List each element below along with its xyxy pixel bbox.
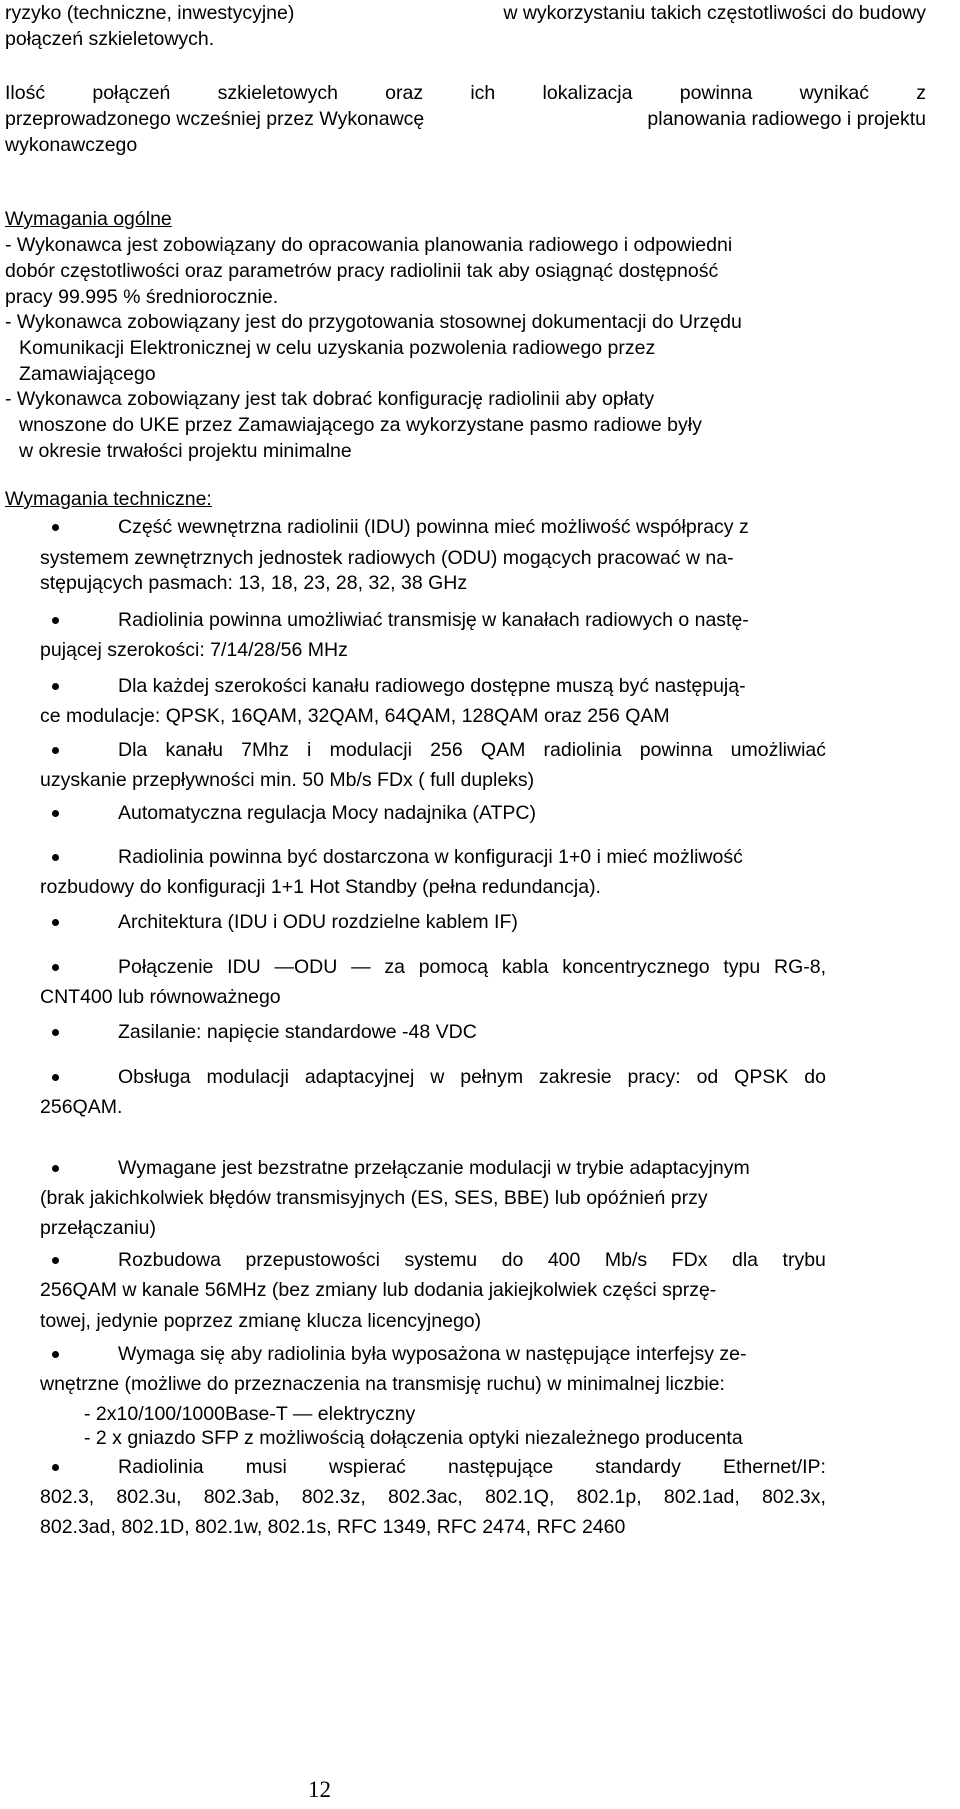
intro-line-2: połączeń szkieletowych. <box>5 28 215 50</box>
tech-item-11-line-3: przełączaniu) <box>40 1217 156 1239</box>
technical-requirements-heading: Wymagania techniczne: <box>5 488 212 510</box>
tech-item-4-line-1: Dla kanału 7Mhz i modulacji 256 QAM radiolinia powinna umożliwiać <box>118 739 826 761</box>
intro-para2-line-1: Ilość połączeń szkieletowych oraz ich lokalizacja powinna wynikać z <box>5 82 926 104</box>
bullet-icon <box>52 1351 59 1358</box>
general-line: Zamawiającego <box>19 363 156 385</box>
general-line: wnoszone do UKE przez Zamawiającego za wykorzystane pasmo radiowe były <box>19 414 702 436</box>
bullet-icon <box>52 854 59 861</box>
tech-item-11-line-2: (brak jakichkolwiek błędów transmisyjnych (ES, SES, BBE) lub opóźnień przy <box>40 1187 708 1209</box>
tech-item-12-line-1: Rozbudowa przepustowości systemu do 400 Mb/s FDx dla trybu <box>118 1249 826 1271</box>
bullet-icon <box>52 964 59 971</box>
tech-item-12-line-2: 256QAM w kanale 56MHz (bez zmiany lub dodania jakiejkolwiek części sprzę- <box>40 1279 717 1301</box>
tech-item-13-sub-2: - 2 x gniazdo SFP z możliwością dołączenia optyki niezależnego producenta <box>84 1427 743 1449</box>
tech-item-13-line-1: Wymaga się aby radiolinia była wyposażona w następujące interfejsy ze- <box>118 1343 747 1365</box>
tech-item-11-line-1: Wymagane jest bezstratne przełączanie modulacji w trybie adaptacyjnym <box>118 1157 750 1179</box>
general-requirements-heading: Wymagania ogólne <box>5 208 172 230</box>
tech-item-8-line-2: CNT400 lub równoważnego <box>40 986 281 1008</box>
tech-item-13-sub-1: - 2x10/100/1000Base-T — elektryczny <box>84 1403 416 1425</box>
tech-item-13-line-2: wnętrzne (możliwe do przeznaczenia na transmisję ruchu) w minimalnej liczbie: <box>40 1373 725 1395</box>
tech-item-1-line-1: Część wewnętrzna radiolinii (IDU) powinna mieć możliwość współpracy z <box>118 516 749 538</box>
bullet-icon <box>52 683 59 690</box>
general-line: - Wykonawca zobowiązany jest do przygotowania stosownej dokumentacji do Urzędu <box>5 311 742 333</box>
intro-para2-line-3: wykonawczego <box>5 134 138 156</box>
tech-item-14-line-2: 802.3, 802.3u, 802.3ab, 802.3z, 802.3ac, 802.1Q, 802.1p, 802.1ad, 802.3x, <box>40 1486 826 1508</box>
tech-item-1-line-3: stępujących pasmach: 13, 18, 23, 28, 32, 38 GHz <box>40 572 468 594</box>
general-line: dobór częstotliwości oraz parametrów pracy radiolinii tak aby osiągnąć dostępność <box>5 260 719 282</box>
tech-item-8-line-1: Połączenie IDU —ODU — za pomocą kabla koncentrycznego typu RG-8, <box>118 956 826 978</box>
tech-item-3-line-1: Dla każdej szerokości kanału radiowego dostępne muszą być następują- <box>118 675 746 697</box>
tech-item-6-line-1: Radiolinia powinna być dostarczona w konfiguracji 1+0 i mieć możliwość <box>118 846 743 868</box>
bullet-icon <box>52 1257 59 1264</box>
bullet-icon <box>52 919 59 926</box>
tech-item-12-line-3: towej, jedynie poprzez zmianę klucza licencyjnego) <box>40 1310 482 1332</box>
bullet-icon <box>52 747 59 754</box>
tech-item-6-line-2: rozbudowy do konfiguracji 1+1 Hot Standby (pełna redundancja). <box>40 876 601 898</box>
tech-item-1-line-2: systemem zewnętrznych jednostek radiowych (ODU) mogących pracować w na- <box>40 547 734 569</box>
intro-para2-line-2: przeprowadzonego wcześniej przez Wykonawcę planowania radiowego i projektu <box>5 108 926 130</box>
bullet-icon <box>52 1074 59 1081</box>
tech-item-2-line-1: Radiolinia powinna umożliwiać transmisję w kanałach radiowych o nastę- <box>118 609 749 631</box>
general-line: w okresie trwałości projektu minimalne <box>19 440 352 462</box>
bullet-icon <box>52 524 59 531</box>
bullet-icon <box>52 1029 59 1036</box>
bullet-icon <box>52 1165 59 1172</box>
tech-item-14-line-3: 802.3ad, 802.1D, 802.1w, 802.1s, RFC 1349, RFC 2474, RFC 2460 <box>40 1516 626 1538</box>
tech-item-10-line-1: Obsługa modulacji adaptacyjnej w pełnym zakresie pracy: od QPSK do <box>118 1066 826 1088</box>
tech-item-5: Automatyczna regulacja Mocy nadajnika (ATPC) <box>118 802 536 824</box>
tech-item-7: Architektura (IDU i ODU rozdzielne kablem IF) <box>118 911 518 933</box>
general-line: pracy 99.995 % średniorocznie. <box>5 286 279 308</box>
bullet-icon <box>52 810 59 817</box>
general-line: - Wykonawca zobowiązany jest tak dobrać konfigurację radiolinii aby opłaty <box>5 388 655 410</box>
general-line: - Wykonawca jest zobowiązany do opracowania planowania radiowego i odpowiedni <box>5 234 733 256</box>
tech-item-14-line-1: Radiolinia musi wspierać następujące standardy Ethernet/IP: <box>118 1456 826 1478</box>
tech-item-4-line-2: uzyskanie przepływności min. 50 Mb/s FDx ( full dupleks) <box>40 769 535 791</box>
page-number: 12 <box>308 1777 331 1802</box>
intro-line-1: ryzyko (techniczne, inwestycyjne) w wykorzystaniu takich częstotliwości do budowy <box>5 2 926 24</box>
tech-item-3-line-2: ce modulacje: QPSK, 16QAM, 32QAM, 64QAM, 128QAM oraz 256 QAM <box>40 705 670 727</box>
general-line: Komunikacji Elektronicznej w celu uzyskania pozwolenia radiowego przez <box>19 337 656 359</box>
tech-item-10-line-2: 256QAM. <box>40 1096 123 1118</box>
bullet-icon <box>52 617 59 624</box>
tech-item-9: Zasilanie: napięcie standardowe -48 VDC <box>118 1021 477 1043</box>
tech-item-2-line-2: pującej szerokości: 7/14/28/56 MHz <box>40 639 348 661</box>
bullet-icon <box>52 1464 59 1471</box>
